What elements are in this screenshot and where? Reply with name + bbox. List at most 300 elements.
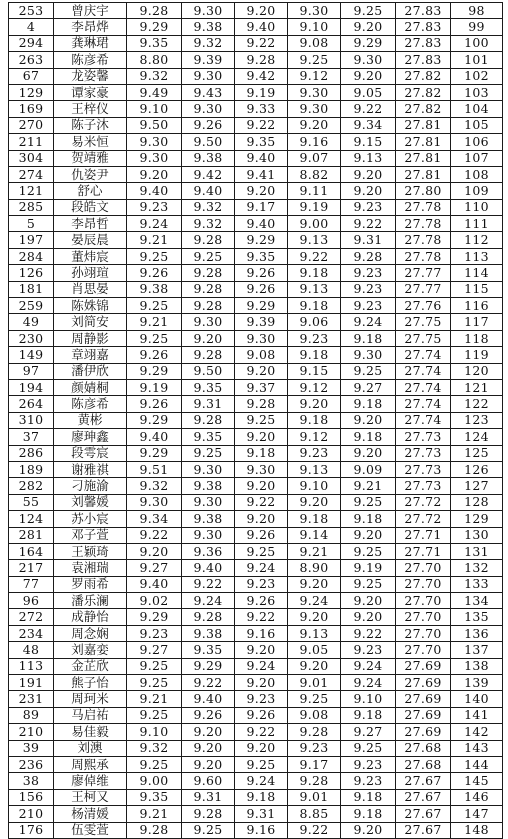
score-4-cell: 9.12 (288, 429, 341, 445)
rank-cell: 146 (451, 789, 503, 805)
entry-number-cell: 310 (9, 412, 54, 428)
table-row (9, 740, 503, 756)
rank-cell: 145 (451, 773, 503, 789)
table-row (9, 199, 503, 215)
table-row (9, 609, 503, 625)
score-1-cell: 9.28 (127, 3, 182, 19)
total-score-cell: 27.82 (396, 84, 451, 100)
score-3-cell: 9.25 (235, 412, 288, 428)
name-cell: 李昂哲 (54, 216, 127, 232)
score-2-cell: 9.50 (182, 363, 235, 379)
score-3-cell: 9.29 (235, 298, 288, 314)
rank-cell: 98 (451, 3, 503, 19)
table-row (9, 3, 503, 19)
rank-cell: 121 (451, 379, 503, 395)
score-3-cell: 9.26 (235, 265, 288, 281)
entry-number-cell: 270 (9, 117, 54, 133)
table-row (9, 724, 503, 740)
total-score-cell: 27.68 (396, 756, 451, 772)
total-score-cell: 27.70 (396, 642, 451, 658)
name-cell: 廖倬维 (54, 773, 127, 789)
total-score-cell: 27.69 (396, 675, 451, 691)
name-cell: 王柯又 (54, 789, 127, 805)
score-4-cell: 9.10 (288, 478, 341, 494)
table-row (9, 52, 503, 68)
table-row (9, 789, 503, 805)
score-2-cell: 9.50 (182, 134, 235, 150)
name-cell: 贺靖雅 (54, 150, 127, 166)
table-row (9, 642, 503, 658)
score-3-cell: 9.20 (235, 675, 288, 691)
table-row (9, 412, 503, 428)
score-5-cell: 9.18 (341, 396, 396, 412)
score-2-cell: 9.20 (182, 756, 235, 772)
score-1-cell: 9.25 (127, 707, 182, 723)
name-cell: 邓子萱 (54, 527, 127, 543)
table-row (9, 363, 503, 379)
score-2-cell: 9.28 (182, 347, 235, 363)
score-5-cell: 9.20 (341, 19, 396, 35)
score-1-cell: 9.19 (127, 379, 182, 395)
score-1-cell: 9.26 (127, 265, 182, 281)
name-cell: 金芷欣 (54, 658, 127, 674)
name-cell: 谢雅祺 (54, 461, 127, 477)
name-cell: 李昂烨 (54, 19, 127, 35)
total-score-cell: 27.74 (396, 347, 451, 363)
score-3-cell: 9.20 (235, 3, 288, 19)
score-3-cell: 9.35 (235, 134, 288, 150)
score-5-cell: 9.18 (341, 707, 396, 723)
score-4-cell: 9.30 (288, 84, 341, 100)
name-cell: 周静影 (54, 330, 127, 346)
score-1-cell: 9.30 (127, 150, 182, 166)
score-2-cell: 9.40 (182, 183, 235, 199)
total-score-cell: 27.82 (396, 101, 451, 117)
name-cell: 王梓仪 (54, 101, 127, 117)
name-cell: 周熙承 (54, 756, 127, 772)
score-5-cell: 9.24 (341, 675, 396, 691)
table-row (9, 494, 503, 510)
table-row (9, 347, 503, 363)
entry-number-cell: 191 (9, 675, 54, 691)
score-4-cell: 9.08 (288, 35, 341, 51)
total-score-cell: 27.80 (396, 183, 451, 199)
score-2-cell: 9.20 (182, 740, 235, 756)
score-4-cell: 9.23 (288, 445, 341, 461)
score-2-cell: 9.30 (182, 101, 235, 117)
score-5-cell: 9.29 (341, 35, 396, 51)
total-score-cell: 27.74 (396, 412, 451, 428)
score-2-cell: 9.38 (182, 625, 235, 641)
score-4-cell: 9.06 (288, 314, 341, 330)
table-row (9, 511, 503, 527)
score-4-cell: 9.12 (288, 68, 341, 84)
entry-number-cell: 39 (9, 740, 54, 756)
score-5-cell: 9.27 (341, 724, 396, 740)
total-score-cell: 27.77 (396, 281, 451, 297)
name-cell: 龙姿馨 (54, 68, 127, 84)
name-cell: 刘简安 (54, 314, 127, 330)
score-1-cell: 9.00 (127, 773, 182, 789)
score-1-cell: 9.25 (127, 658, 182, 674)
total-score-cell: 27.73 (396, 445, 451, 461)
total-score-cell: 27.73 (396, 461, 451, 477)
total-score-cell: 27.77 (396, 265, 451, 281)
score-5-cell: 9.18 (341, 806, 396, 822)
score-5-cell: 9.15 (341, 134, 396, 150)
score-4-cell: 9.28 (288, 724, 341, 740)
score-2-cell: 9.28 (182, 265, 235, 281)
score-5-cell: 9.10 (341, 691, 396, 707)
score-1-cell: 9.38 (127, 281, 182, 297)
score-5-cell: 9.22 (341, 216, 396, 232)
score-1-cell: 9.10 (127, 724, 182, 740)
score-4-cell: 9.23 (288, 330, 341, 346)
score-3-cell: 9.22 (235, 35, 288, 51)
score-4-cell: 9.25 (288, 52, 341, 68)
entry-number-cell: 272 (9, 609, 54, 625)
score-3-cell: 9.26 (235, 281, 288, 297)
score-1-cell: 9.22 (127, 527, 182, 543)
score-4-cell: 9.13 (288, 281, 341, 297)
rank-cell: 110 (451, 199, 503, 215)
score-3-cell: 9.22 (235, 609, 288, 625)
score-3-cell: 9.25 (235, 756, 288, 772)
score-4-cell: 9.18 (288, 298, 341, 314)
name-cell: 仇姿尹 (54, 166, 127, 182)
rank-cell: 130 (451, 527, 503, 543)
rank-cell: 99 (451, 19, 503, 35)
score-5-cell: 9.22 (341, 101, 396, 117)
total-score-cell: 27.83 (396, 52, 451, 68)
table-row (9, 216, 503, 232)
score-5-cell: 9.20 (341, 527, 396, 543)
score-5-cell: 9.18 (341, 330, 396, 346)
entry-number-cell: 38 (9, 773, 54, 789)
score-2-cell: 9.20 (182, 724, 235, 740)
score-4-cell: 9.18 (288, 412, 341, 428)
score-3-cell: 9.08 (235, 347, 288, 363)
total-score-cell: 27.78 (396, 248, 451, 264)
score-4-cell: 9.01 (288, 789, 341, 805)
name-cell: 曾庆宇 (54, 3, 127, 19)
score-2-cell: 9.40 (182, 691, 235, 707)
name-cell: 晏辰晨 (54, 232, 127, 248)
rank-cell: 143 (451, 740, 503, 756)
score-1-cell: 9.40 (127, 429, 182, 445)
table-row (9, 658, 503, 674)
name-cell: 刘馨媛 (54, 494, 127, 510)
name-cell: 潘伊欣 (54, 363, 127, 379)
score-4-cell: 9.20 (288, 609, 341, 625)
score-1-cell: 9.25 (127, 330, 182, 346)
score-2-cell: 9.28 (182, 609, 235, 625)
score-3-cell: 9.40 (235, 19, 288, 35)
score-1-cell: 9.29 (127, 609, 182, 625)
score-3-cell: 9.37 (235, 379, 288, 395)
score-2-cell: 9.29 (182, 658, 235, 674)
entry-number-cell: 129 (9, 84, 54, 100)
entry-number-cell: 97 (9, 363, 54, 379)
rank-cell: 122 (451, 396, 503, 412)
entry-number-cell: 96 (9, 593, 54, 609)
rank-cell: 135 (451, 609, 503, 625)
score-3-cell: 9.24 (235, 773, 288, 789)
score-5-cell: 9.20 (341, 183, 396, 199)
score-1-cell: 9.49 (127, 84, 182, 100)
score-4-cell: 9.23 (288, 740, 341, 756)
score-5-cell: 9.20 (341, 822, 396, 838)
score-1-cell: 9.20 (127, 543, 182, 559)
score-2-cell: 9.30 (182, 314, 235, 330)
table-row (9, 232, 503, 248)
entry-number-cell: 285 (9, 199, 54, 215)
name-cell: 周珂米 (54, 691, 127, 707)
score-3-cell: 9.23 (235, 576, 288, 592)
table-row (9, 150, 503, 166)
score-3-cell: 9.23 (235, 691, 288, 707)
score-2-cell: 9.22 (182, 675, 235, 691)
score-1-cell: 9.23 (127, 199, 182, 215)
score-5-cell: 9.20 (341, 609, 396, 625)
score-4-cell: 9.24 (288, 593, 341, 609)
total-score-cell: 27.69 (396, 724, 451, 740)
entry-number-cell: 4 (9, 19, 54, 35)
name-cell: 龚琳珺 (54, 35, 127, 51)
entry-number-cell: 89 (9, 707, 54, 723)
score-5-cell: 9.23 (341, 199, 396, 215)
score-4-cell: 9.20 (288, 494, 341, 510)
rank-cell: 123 (451, 412, 503, 428)
entry-number-cell: 281 (9, 527, 54, 543)
name-cell: 孙翊瑄 (54, 265, 127, 281)
score-4-cell: 8.85 (288, 806, 341, 822)
total-score-cell: 27.69 (396, 707, 451, 723)
score-2-cell: 9.28 (182, 281, 235, 297)
score-1-cell: 9.29 (127, 412, 182, 428)
score-5-cell: 9.18 (341, 511, 396, 527)
score-2-cell: 9.28 (182, 298, 235, 314)
score-5-cell: 9.20 (341, 412, 396, 428)
name-cell: 袁湘瑞 (54, 560, 127, 576)
score-2-cell: 9.22 (182, 576, 235, 592)
rank-cell: 132 (451, 560, 503, 576)
table-row (9, 134, 503, 150)
rank-cell: 131 (451, 543, 503, 559)
total-score-cell: 27.78 (396, 199, 451, 215)
rank-cell: 105 (451, 117, 503, 133)
name-cell: 段雩宸 (54, 445, 127, 461)
score-2-cell: 9.30 (182, 527, 235, 543)
table-row (9, 429, 503, 445)
score-3-cell: 9.20 (235, 511, 288, 527)
total-score-cell: 27.67 (396, 789, 451, 805)
score-5-cell: 9.13 (341, 150, 396, 166)
entry-number-cell: 274 (9, 166, 54, 182)
score-2-cell: 9.36 (182, 543, 235, 559)
score-1-cell: 9.32 (127, 740, 182, 756)
entry-number-cell: 259 (9, 298, 54, 314)
score-5-cell: 9.24 (341, 658, 396, 674)
score-2-cell: 9.32 (182, 199, 235, 215)
score-3-cell: 9.22 (235, 494, 288, 510)
total-score-cell: 27.74 (396, 379, 451, 395)
score-table (8, 2, 503, 839)
score-3-cell: 9.33 (235, 101, 288, 117)
score-3-cell: 9.28 (235, 52, 288, 68)
score-5-cell: 9.24 (341, 314, 396, 330)
entry-number-cell: 210 (9, 724, 54, 740)
rank-cell: 118 (451, 330, 503, 346)
rank-cell: 108 (451, 166, 503, 182)
score-4-cell: 9.20 (288, 396, 341, 412)
table-row (9, 396, 503, 412)
score-4-cell: 9.15 (288, 363, 341, 379)
score-4-cell: 9.18 (288, 511, 341, 527)
score-1-cell: 9.25 (127, 248, 182, 264)
score-5-cell: 9.23 (341, 298, 396, 314)
table-row (9, 117, 503, 133)
total-score-cell: 27.70 (396, 576, 451, 592)
rank-cell: 106 (451, 134, 503, 150)
rank-cell: 127 (451, 478, 503, 494)
score-5-cell: 9.05 (341, 84, 396, 100)
score-1-cell: 9.26 (127, 396, 182, 412)
score-4-cell: 8.90 (288, 560, 341, 576)
total-score-cell: 27.81 (396, 134, 451, 150)
score-3-cell: 9.35 (235, 248, 288, 264)
score-3-cell: 9.17 (235, 199, 288, 215)
score-3-cell: 9.22 (235, 117, 288, 133)
total-score-cell: 27.69 (396, 691, 451, 707)
total-score-cell: 27.70 (396, 625, 451, 641)
score-1-cell: 9.21 (127, 806, 182, 822)
name-cell: 廖珅鑫 (54, 429, 127, 445)
name-cell: 章翊嘉 (54, 347, 127, 363)
entry-number-cell: 211 (9, 134, 54, 150)
score-4-cell: 9.16 (288, 134, 341, 150)
score-1-cell: 9.25 (127, 675, 182, 691)
table-row (9, 625, 503, 641)
total-score-cell: 27.73 (396, 478, 451, 494)
entry-number-cell: 217 (9, 560, 54, 576)
table-row (9, 560, 503, 576)
score-2-cell: 9.26 (182, 117, 235, 133)
table-row (9, 35, 503, 51)
name-cell: 杨清媛 (54, 806, 127, 822)
table-row (9, 281, 503, 297)
score-3-cell: 9.24 (235, 560, 288, 576)
total-score-cell: 27.72 (396, 511, 451, 527)
score-3-cell: 9.22 (235, 724, 288, 740)
rank-cell: 103 (451, 84, 503, 100)
score-1-cell: 9.51 (127, 461, 182, 477)
score-1-cell: 9.30 (127, 134, 182, 150)
table-row (9, 248, 503, 264)
total-score-cell: 27.78 (396, 232, 451, 248)
score-2-cell: 9.30 (182, 3, 235, 19)
score-2-cell: 9.28 (182, 232, 235, 248)
score-1-cell: 9.02 (127, 593, 182, 609)
score-3-cell: 9.20 (235, 363, 288, 379)
score-3-cell: 9.20 (235, 740, 288, 756)
score-5-cell: 9.27 (341, 379, 396, 395)
total-score-cell: 27.67 (396, 806, 451, 822)
table-row (9, 576, 503, 592)
total-score-cell: 27.81 (396, 117, 451, 133)
score-4-cell: 9.25 (288, 691, 341, 707)
score-2-cell: 9.25 (182, 822, 235, 838)
entry-number-cell: 37 (9, 429, 54, 445)
score-4-cell: 8.82 (288, 166, 341, 182)
score-3-cell: 9.40 (235, 150, 288, 166)
score-2-cell: 9.32 (182, 35, 235, 51)
rank-cell: 119 (451, 347, 503, 363)
score-2-cell: 9.26 (182, 707, 235, 723)
rank-cell: 128 (451, 494, 503, 510)
score-3-cell: 9.40 (235, 216, 288, 232)
score-3-cell: 9.25 (235, 543, 288, 559)
score-3-cell: 9.18 (235, 789, 288, 805)
rank-cell: 129 (451, 511, 503, 527)
table-row (9, 822, 503, 838)
score-2-cell: 9.35 (182, 379, 235, 395)
rank-cell: 134 (451, 593, 503, 609)
score-3-cell: 9.26 (235, 527, 288, 543)
rank-cell: 102 (451, 68, 503, 84)
score-2-cell: 9.31 (182, 789, 235, 805)
score-1-cell: 9.26 (127, 347, 182, 363)
score-2-cell: 9.30 (182, 494, 235, 510)
rank-cell: 125 (451, 445, 503, 461)
score-1-cell: 9.27 (127, 560, 182, 576)
table-row (9, 379, 503, 395)
score-3-cell: 9.20 (235, 478, 288, 494)
total-score-cell: 27.78 (396, 216, 451, 232)
score-1-cell: 9.50 (127, 117, 182, 133)
entry-number-cell: 5 (9, 216, 54, 232)
score-4-cell: 9.20 (288, 117, 341, 133)
name-cell: 陈彦希 (54, 52, 127, 68)
entry-number-cell: 55 (9, 494, 54, 510)
table-body (9, 3, 503, 839)
name-cell: 王颖琦 (54, 543, 127, 559)
total-score-cell: 27.74 (396, 396, 451, 412)
total-score-cell: 27.81 (396, 150, 451, 166)
table-row (9, 330, 503, 346)
entry-number-cell: 49 (9, 314, 54, 330)
rank-cell: 141 (451, 707, 503, 723)
score-4-cell: 9.18 (288, 265, 341, 281)
total-score-cell: 27.83 (396, 35, 451, 51)
score-3-cell: 9.41 (235, 166, 288, 182)
score-1-cell: 9.20 (127, 166, 182, 182)
total-score-cell: 27.74 (396, 363, 451, 379)
entry-number-cell: 231 (9, 691, 54, 707)
rank-cell: 138 (451, 658, 503, 674)
score-4-cell: 9.21 (288, 543, 341, 559)
rank-cell: 113 (451, 248, 503, 264)
score-1-cell: 9.25 (127, 298, 182, 314)
score-3-cell: 9.26 (235, 593, 288, 609)
score-5-cell: 9.22 (341, 625, 396, 641)
entry-number-cell: 234 (9, 625, 54, 641)
score-5-cell: 9.25 (341, 3, 396, 19)
score-1-cell: 9.32 (127, 68, 182, 84)
entry-number-cell: 67 (9, 68, 54, 84)
table-row (9, 707, 503, 723)
total-score-cell: 27.81 (396, 166, 451, 182)
